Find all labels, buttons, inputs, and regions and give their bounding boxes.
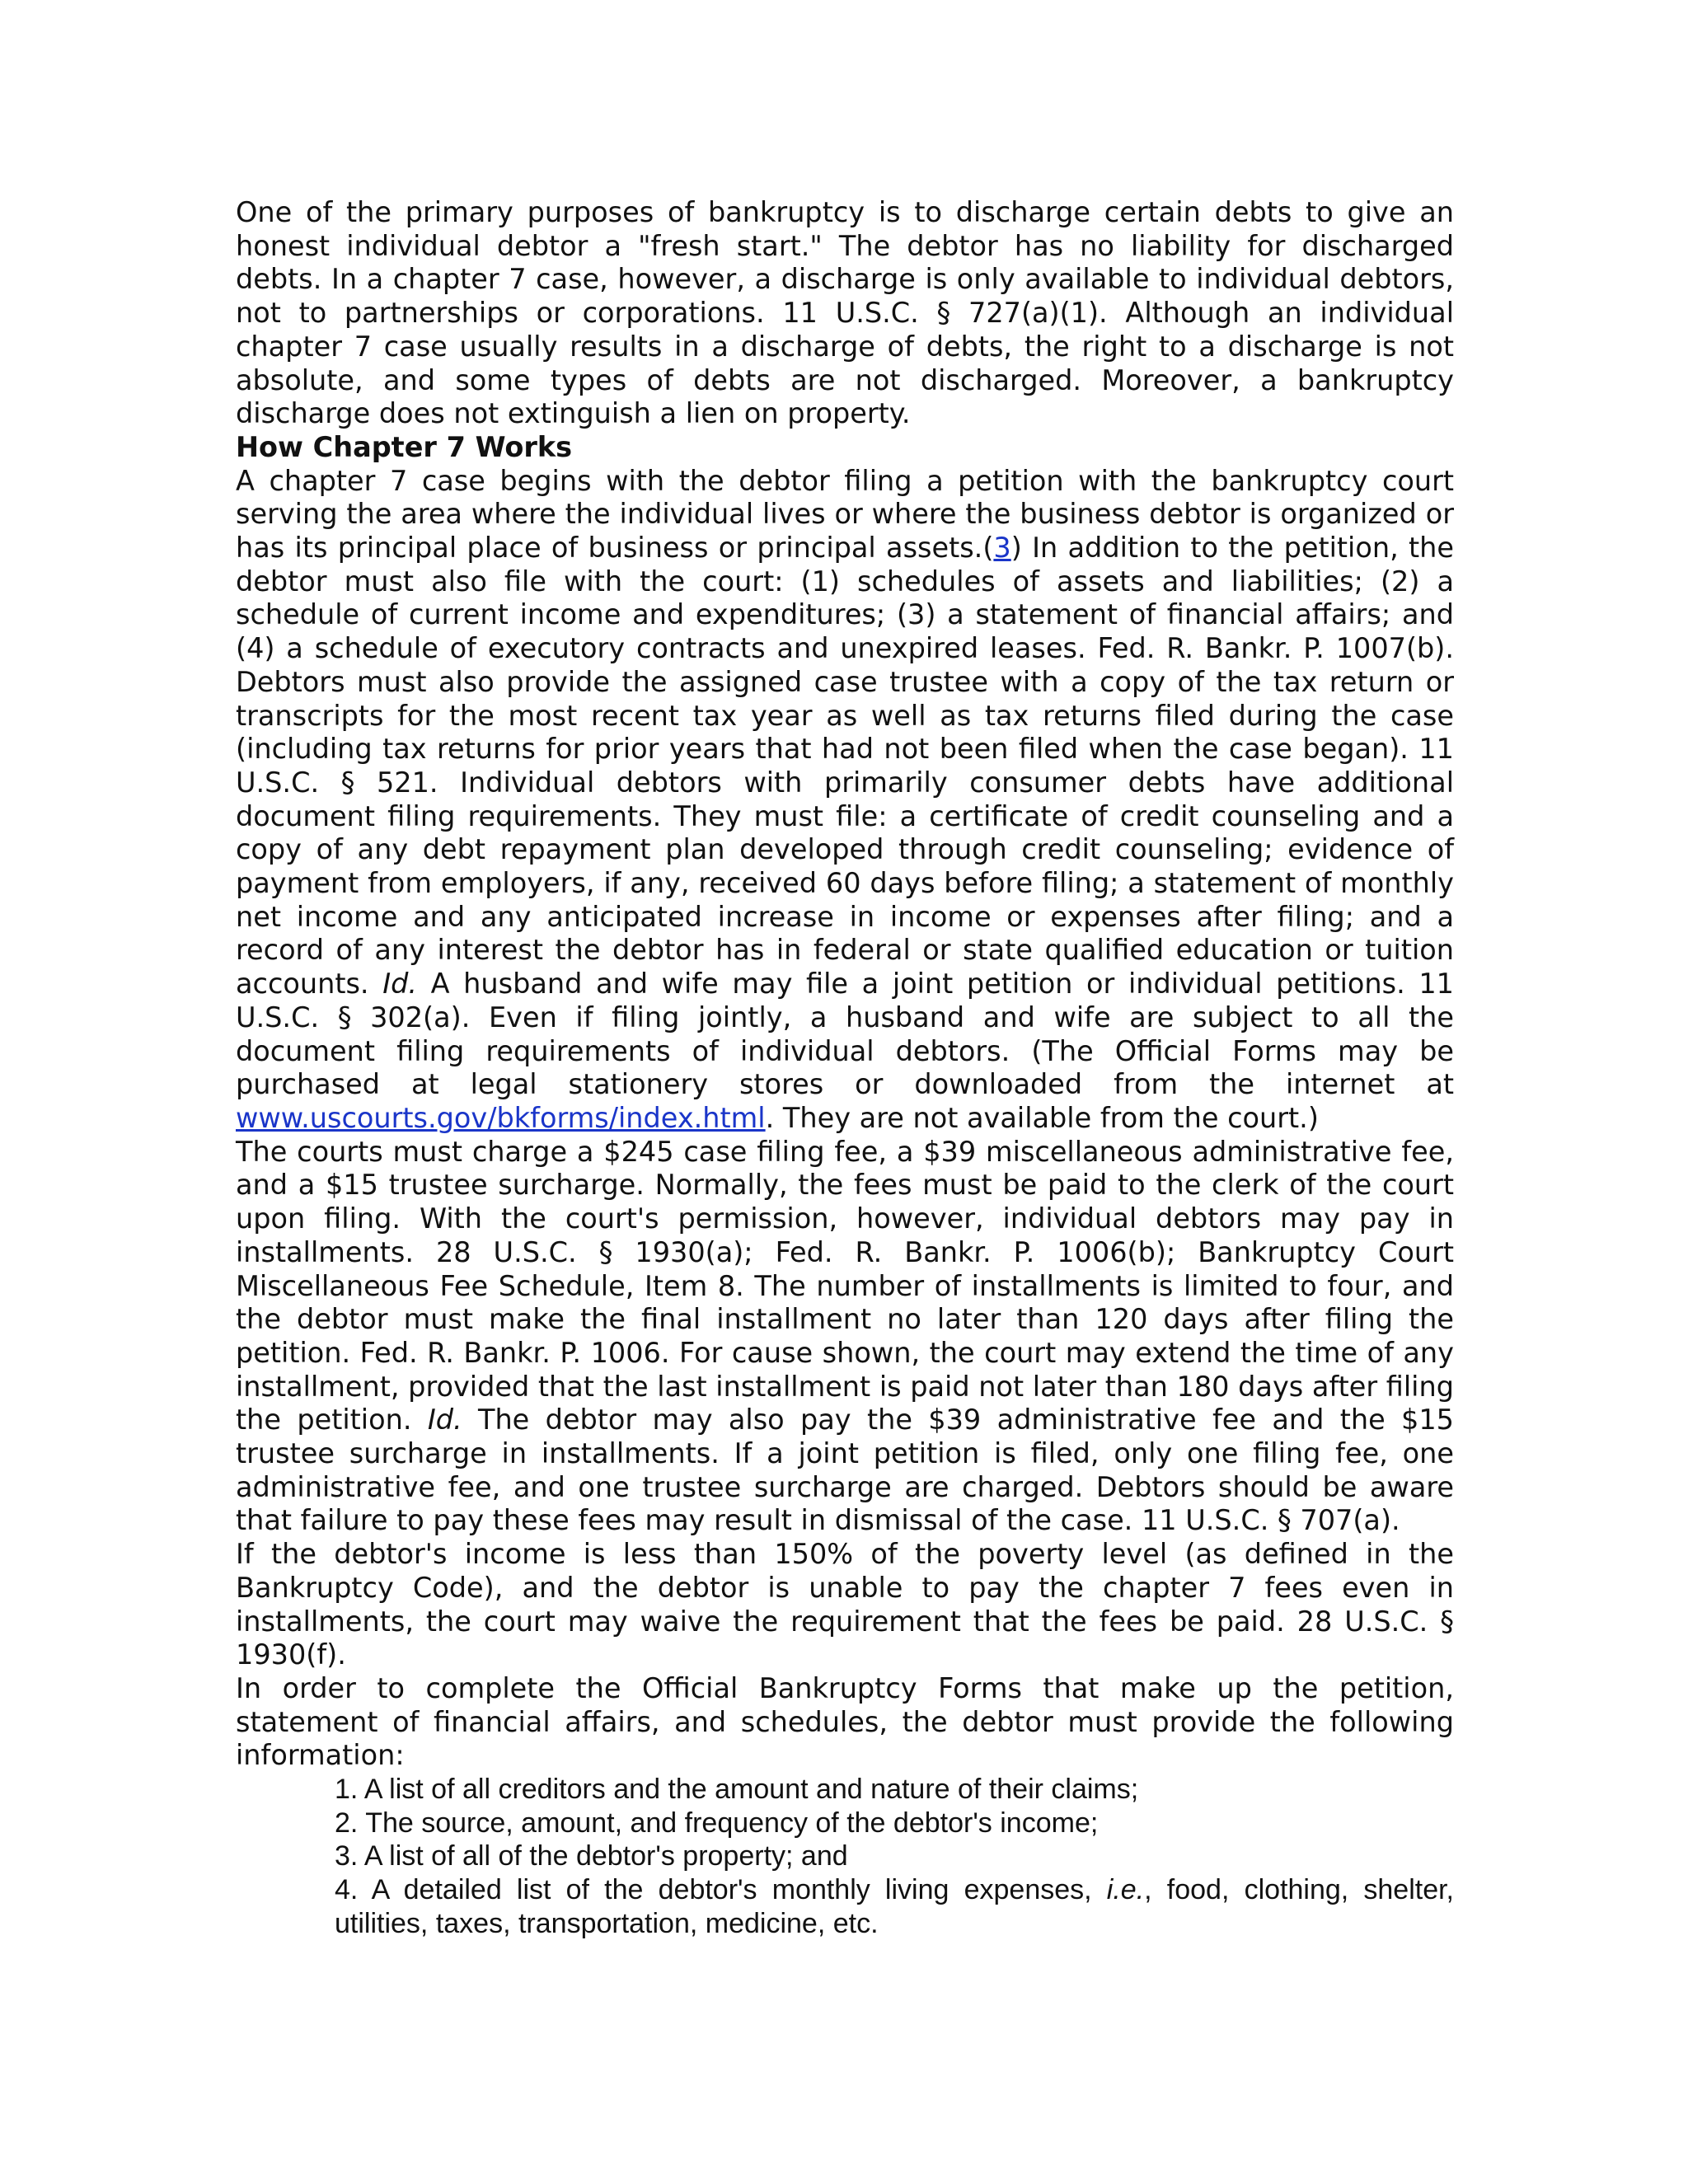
list-item-text: , food, clothing, shelter, utilities, taxes, transportation, medicine, etc. — [335, 1874, 1455, 1939]
filing-text-part-4: . They are not available from the court.) — [765, 1101, 1319, 1134]
footnote-link[interactable]: 3 — [993, 532, 1011, 565]
fees-paragraph — [236, 1136, 1454, 1538]
list-item — [335, 1873, 1454, 1940]
filing-text-part-1: A chapter 7 case begins with the debtor filing a petition with the bankruptcy court serving the area where the individual lives or where the business debtor is organized or has its principal place of business or principal assets.( — [236, 464, 1454, 565]
list-item — [335, 1807, 1454, 1840]
list-item-text: 1. A list of all creditors and the amount and nature of their claims; — [335, 1774, 1139, 1806]
filing-text-part-3: A husband and wife may file a joint petition or individual petitions. 11 U.S.C. § 302(a). Even if filing jointly, a husband and wife are subject to all the document filing requirements of individual debtors. (The Official Forms may be purchased at legal stationery stores or downloaded from the internet at — [236, 968, 1454, 1101]
filing-text-part-2: ) In addition to the petition, the debtor must also file with the court: (1) schedules of assets and liabilities; (2) a schedule of current income and expenditures; (3) a statement of financial affairs; and (4) a schedule of executory contracts and unexpired leases. Fed. R. Bankr. P. 1007(b). Debtors must also provide the assigned case trustee with a copy of the tax return or transcripts for the most recent tax year as well as tax returns filed during the case (including tax returns for prior years that had not been filed when the case began). 11 U.S.C. § 521. Individual debtors with primarily consumer debts have additional document filing requirements. They must file: a certificate of credit counseling and a copy of any debt repayment plan developed through credit counseling; evidence of payment from employers, if any, received 60 days before filing; a statement of monthly net income and any anticipated increase in income or expenses after filing; and a record of any interest the debtor has in federal or state qualified education or tuition accounts. — [236, 532, 1454, 1001]
fee-waiver-paragraph — [236, 1538, 1454, 1672]
fee-waiver-text: If the debtor's income is less than 150% of the poverty level (as defined in the Bankruptcy Code), and the debtor is unable to pay the chapter 7 fees even in installments, the court may waive the requirement that the fees be paid. 28 U.S.C. § 1930(f). — [236, 1538, 1454, 1671]
section-heading-text: How Chapter 7 Works — [236, 430, 573, 463]
id-citation: Id. — [382, 968, 417, 1001]
intro-text: One of the primary purposes of bankruptcy is to discharge certain debts to give an honest individual debtor a "fresh start." The debtor has no liability for discharged debts. In a chapter 7 case, however, a discharge is only available to individual debtors, not to partnerships or corporations. 11 U.S.C. § 727(a)(1). Although an individual chapter 7 case usually results in a discharge of debts, the right to a discharge is not absolute, and some types of debts are not discharged. Moreover, a bankruptcy discharge does not extinguish a lien on property. — [236, 196, 1454, 430]
section-heading — [236, 431, 1454, 465]
list-item-text: 3. A list of all of the debtor's property; and — [335, 1840, 848, 1872]
forms-info-text: In order to complete the Official Bankruptcy Forms that make up the petition, statement of financial affairs, and schedules, the debtor must provide the following information: — [236, 1671, 1454, 1772]
forms-info-paragraph — [236, 1672, 1454, 1773]
fees-text-part-1: The courts must charge a $245 case filing fee, a $39 miscellaneous administrative fee, and a $15 trustee surcharge. Normally, the fees must be paid to the clerk of the court upon filing. With the court's permission, however, individual debtors may pay in installments. 28 U.S.C. § 1930(a); Fed. R. Bankr. P. 1006(b); Bankruptcy Court Miscellaneous Fee Schedule, Item 8. The number of installments is limited to four, and the debtor must make the final installment no later than 120 days after filing the petition. Fed. R. Bankr. P. 1006. For cause shown, the court may extend the time of any installment, provided that the last installment is paid not later than 180 days after filing the petition. — [236, 1135, 1454, 1436]
required-information-list — [236, 1773, 1454, 1941]
ie-abbreviation: i.e. — [1106, 1874, 1145, 1906]
intro-paragraph — [236, 196, 1454, 431]
filing-paragraph — [236, 465, 1454, 1136]
list-item-text: 4. A detailed list of the debtor's monthly living expenses, — [335, 1874, 1107, 1906]
id-citation: Id. — [427, 1404, 462, 1436]
list-item-text: 2. The source, amount, and frequency of the debtor's income; — [335, 1807, 1099, 1839]
list-item — [335, 1773, 1454, 1807]
document-body — [236, 196, 1454, 1941]
fees-text-part-2: The debtor may also pay the $39 administrative fee and the $15 trustee surcharge in installments. If a joint petition is filed, only one filing fee, one administrative fee, and one trustee surcharge are charged. Debtors should be aware that failure to pay these fees may result in dismissal of the case. 11 U.S.C. § 707(a). — [236, 1404, 1454, 1537]
list-item — [335, 1840, 1454, 1873]
forms-url-link[interactable]: www.uscourts.gov/bkforms/index.html — [236, 1101, 766, 1134]
